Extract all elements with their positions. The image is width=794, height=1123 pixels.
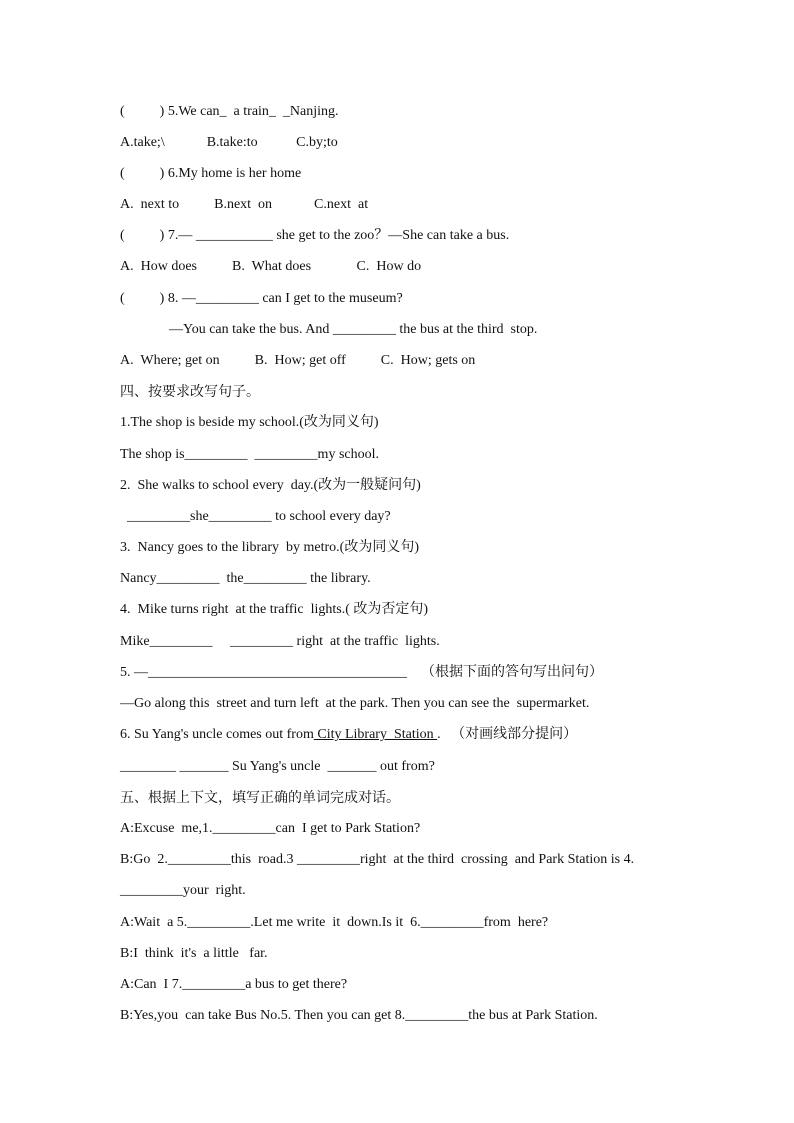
rewrite-2: 2. She walks to school every day.(改为一般疑问句) xyxy=(120,478,421,493)
dialogue-line-6: B:Yes,you can take Bus No.5. Then you can get 8._________the bus at Park Station. xyxy=(120,1008,598,1023)
rewrite-6-underlined: City Library Station xyxy=(313,727,438,742)
rewrite-5-answer: —Go along this street and turn left at the park. Then you can see the supermarket. xyxy=(120,696,590,711)
rewrite-6 xyxy=(120,725,577,745)
question-8-response: —You can take the bus. And _________ the bus at the third stop. xyxy=(120,322,538,337)
rewrite-3-answer: Nancy_________ the_________ the library. xyxy=(120,571,371,586)
rewrite-3: 3. Nancy goes to the library by metro.(改为同义句) xyxy=(120,540,419,555)
dialogue-line-4: B:I think it's a little far. xyxy=(120,946,268,961)
section-5-title: 五、根据上下文，填写正确的单词完成对话。 xyxy=(120,790,400,806)
rewrite-6-suffix: . （对画线部分提问） xyxy=(437,727,578,742)
section-4-title: 四、按要求改写句子。 xyxy=(120,384,260,400)
question-8: ( ) 8. —_________ can I get to the museum? xyxy=(120,291,403,306)
dialogue-line-1: A:Excuse me,1._________can I get to Park Station? xyxy=(120,821,421,836)
dialogue-line-5: A:Can I 7._________a bus to get there? xyxy=(120,977,348,992)
rewrite-1: 1.The shop is beside my school.(改为同义句) xyxy=(120,415,379,430)
question-7-options: A. How does B. What does C. How do xyxy=(120,259,422,274)
rewrite-2-answer: _________she_________ to school every day? xyxy=(120,509,391,524)
dialogue-line-3: A:Wait a 5._________.Let me write it down.Is it 6._________from here? xyxy=(120,915,549,930)
rewrite-4-answer: Mike_________ _________ right at the traffic lights. xyxy=(120,634,440,649)
rewrite-5: 5. —_____________________________________ （根据下面的答句写出问句） xyxy=(120,665,603,680)
question-6-options: A. next to B.next on C.next at xyxy=(120,197,369,212)
rewrite-1-answer: The shop is_________ _________my school. xyxy=(120,447,379,462)
question-5: ( ) 5.We can_ a train_ _Nanjing. xyxy=(120,104,339,119)
dialogue-line-2-cont: _________your right. xyxy=(120,883,246,898)
question-6: ( ) 6.My home is her home xyxy=(120,166,302,181)
dialogue-line-2: B:Go 2._________this road.3 _________right at the third crossing and Park Station is 4. xyxy=(120,852,635,867)
question-7: ( ) 7.— ___________ she get to the zoo？—She can take a bus. xyxy=(120,228,510,243)
rewrite-4: 4. Mike turns right at the traffic lights.( 改为否定句) xyxy=(120,602,429,617)
rewrite-6-answer: ________ _______ Su Yang's uncle _______ out from? xyxy=(120,759,435,774)
rewrite-6-prefix: 6. Su Yang's uncle comes out from xyxy=(120,727,314,742)
question-8-options: A. Where; get on B. How; get off C. How; gets on xyxy=(120,353,476,368)
question-5-options: A.take;\ B.take:to C.by;to xyxy=(120,135,338,150)
